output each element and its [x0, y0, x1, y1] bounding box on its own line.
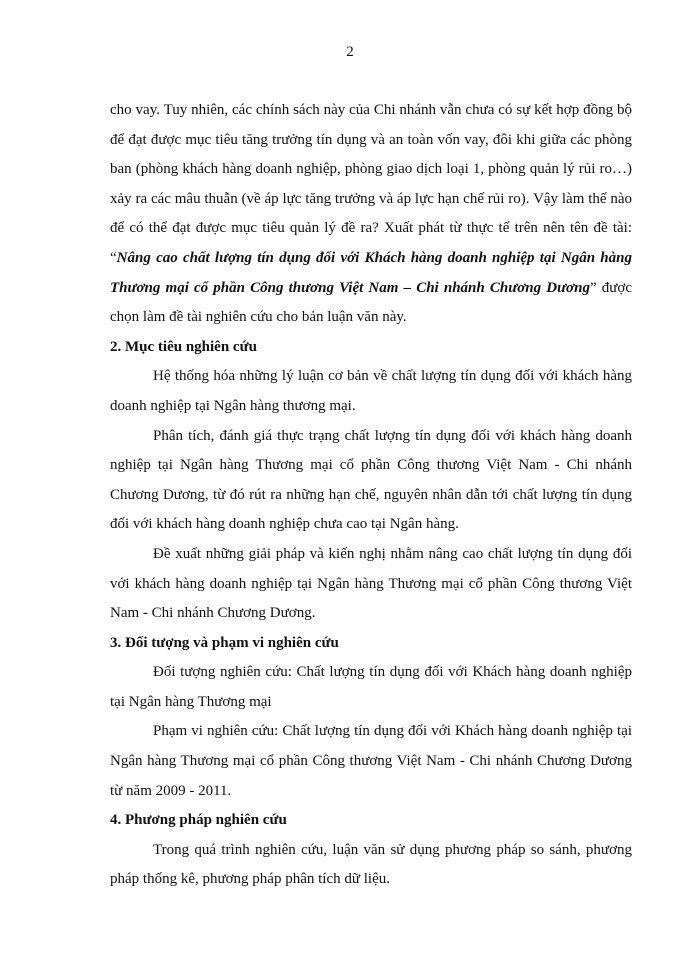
methods-paragraph-1: Trong quá trình nghiên cứu, luận văn sử dụng phương pháp so sánh, phương pháp thống kê, phương pháp phân tích dữ liệu. — [110, 841, 632, 888]
scope-paragraph-1: Đối tượng nghiên cứu: Chất lượng tín dụng đối với Khách hàng doanh nghiệp tại Ngân hàng Thương mại — [110, 664, 632, 710]
objectives-paragraph-1: Hệ thống hóa những lý luận cơ bản về chất lượng tín dụng đối với khách hàng doanh nghiệp tại Ngân hàng thương mại. — [110, 368, 632, 414]
page-number: 2 — [346, 44, 354, 60]
objectives-paragraph-3: Đề xuất những giải pháp và kiến nghị nhằm nâng cao chất lượng tín dụng đối với khách hàng doanh nghiệp tại Ngân hàng Thương mại cổ phần Công thương Việt Nam - Chi nhánh Chương Dương. — [110, 545, 632, 622]
intro-text-before: cho vay. Tuy nhiên, các chính sách này của Chi nhánh vẫn chưa có sự kết hợp đồng bộ để đạt được mục tiêu tăng trưởng tín dụng và an toàn vốn vay, đôi khi giữa các phòng ban (phòng khách hàng doanh nghiệp, phòng giao dịch loại 1, phòng quản lý rủi ro…) xảy ra các mâu thuẫn (về áp lực tăng trưởng và áp lực hạn chế rủi ro). Vậy làm thế nào để có thể đạt được mục tiêu quản lý đề ra? Xuất phát từ thực tế trên nên tên đề tài: — [110, 102, 632, 237]
section-heading-methods: 4. Phương pháp nghiên cứu — [110, 812, 287, 829]
section-heading-objectives: 2. Mục tiêu nghiên cứu — [110, 338, 257, 355]
section-heading-scope: 3. Đối tượng và phạm vi nghiên cứu — [110, 634, 339, 651]
scope-paragraph-2: Phạm vi nghiên cứu: Chất lượng tín dụng đối với Khách hàng doanh nghiệp tại Ngân hàng Thương mại cổ phần Công thương Việt Nam - Chi nhánh Chương Dương từ năm 2009 - 2011. — [110, 723, 632, 799]
thesis-title: Nâng cao chất lượng tín dụng đối với Khách hàng doanh nghiệp tại Ngân hàng Thương mại cổ phần Công thương Việt Nam – Chi nhánh Chương Dương — [110, 249, 632, 296]
intro-text-after: được chọn làm đề tài nghiên cứu cho bản luận văn này. — [110, 279, 632, 326]
objectives-paragraph-2: Phân tích, đánh giá thực trạng chất lượng tín dụng đối với khách hàng doanh nghiệp tại Ngân hàng Thương mại cổ phần Công thương Việt Nam - Chi nhánh Chương Dương, từ đó rút ra những hạn chế, nguyên nhân dẫn tới chất lượng tín dụng đối với khách hàng doanh nghiệp chưa cao tại Ngân hàng. — [110, 427, 632, 533]
thesis-title-quote-close: ” — [589, 279, 597, 296]
document-body — [110, 96, 632, 895]
intro-paragraph — [110, 96, 632, 333]
thesis-title-quote-open: “ — [110, 249, 117, 266]
